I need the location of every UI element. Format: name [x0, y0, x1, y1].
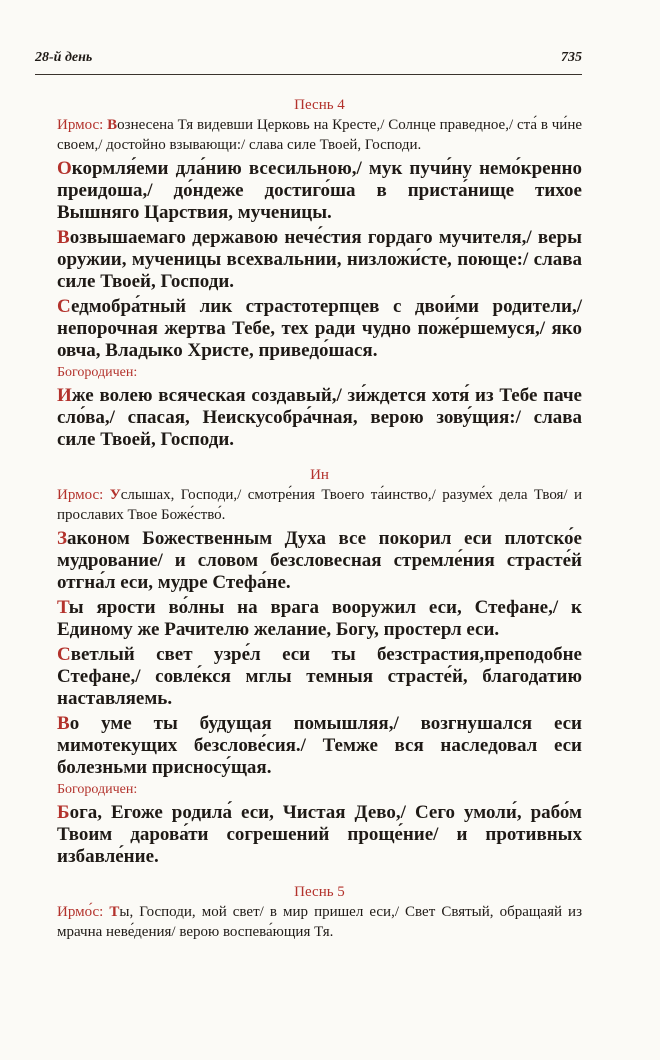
troparion	[57, 597, 582, 641]
troparion	[57, 158, 582, 224]
theotokion-label: Богородичен:	[57, 365, 138, 380]
troparion-text: о уме ты будущая помышляя,/ возгнушался еси мимотекущих безслове́сия./ Темже вся наследовал еси болезньми присносу́щая.	[57, 713, 582, 778]
page-number: 735	[561, 50, 582, 65]
troparion-text: кормля́еми дла́нию всесильною,/ мук пучи́ну немо́кренно преидоша,/ до́ндеже достиго́ша в приста́нище тихое Вышняго Царствия, мученицы.	[57, 158, 582, 223]
drop-initial: С	[57, 644, 71, 665]
drop-initial: Т	[57, 597, 69, 618]
drop-initial: Б	[57, 802, 70, 823]
troparion	[57, 227, 582, 293]
theotokion	[57, 385, 582, 451]
theotokion	[57, 802, 582, 868]
drop-initial: В	[57, 713, 70, 734]
ode-title: Песнь 4	[294, 97, 345, 113]
troparion-text: ветлый свет узре́л еси ты безстрастия,преподобне Стефане,/ совле́кся мглы темныя страсте́й, благодатию наставляемь.	[57, 644, 582, 709]
irmos-label: Ирмос:	[57, 117, 104, 133]
canon-title: Ин	[310, 467, 329, 483]
drop-initial: С	[57, 296, 71, 317]
irmos-label: Ирмос:	[57, 487, 104, 503]
irmos-text: слышах, Господи,/ смотре́ния Твоего та́инство,/ разуме́х дела Твоя/ и прославих Твое Боже́ство́.	[57, 487, 583, 523]
running-header	[35, 50, 582, 70]
drop-initial: У	[109, 487, 121, 503]
ode-title: Песнь 5	[294, 884, 345, 900]
theotokion-text: ога, Егоже родила́ еси, Чистая Дево,/ Сего умоли́, рабо́м Твоим дарова́ти согрешений проще́ние/ и противных избавле́ние.	[57, 802, 582, 867]
troparion-text: аконом Божественным Духа все покорил еси плотско́е мудрование/ и словом безсловесная стремле́ния страсте́й отгна́л еси, мудре Стефа́не.	[57, 528, 582, 593]
drop-initial: З	[57, 528, 68, 549]
troparion	[57, 296, 582, 362]
drop-initial: И	[57, 385, 72, 406]
troparion-text: озвышаемаго державою нече́стия гордаго мучителя,/ веры оружии, мученицы всехвальнии, низложи́сте, поюще:/ слава силе Твоей, Господи.	[57, 227, 582, 292]
page-body	[57, 95, 582, 942]
theotokion-label: Богородичен:	[57, 782, 138, 797]
troparion-text: едмобра́тный лик страстотерпцев с двои́ми родители,/ непорочная жертва Тебе, тех ради чудно поже́ршемуся,/ яко овча, Владыко Христе, приведо́шася.	[57, 296, 582, 361]
theotokion-text: же волею всяческая создавый,/ зи́ждется хотя́ из Тебе паче сло́ва,/ спасая, Неискусобра́чная, верою зову́щия:/ слава силе Твоей, Господи.	[57, 385, 582, 450]
irmos-text: ознесена Тя видевши Церковь на Кресте,/ Солнце праведное,/ ста́ в чи́не своем,/ достойно взывающи:/ слава силе Твоей, Господи.	[57, 117, 583, 153]
troparion-text: ы ярости во́лны на врага вооружил еси, Стефане,/ к Единому же Рачителю желание, Богу, простерл еси.	[57, 597, 582, 640]
irmos	[57, 485, 582, 525]
irmos-text: ы, Господи, мой свет/ в мир пришел еси,/ Свет Святый, обращаяй из мрачна неве́дения/ верою воспева́ющия Тя.	[57, 904, 583, 940]
troparion	[57, 713, 582, 779]
drop-initial: В	[57, 227, 70, 248]
troparion	[57, 528, 582, 594]
drop-initial: О	[57, 158, 72, 179]
drop-initial: В	[107, 117, 118, 133]
drop-initial: Т	[109, 904, 120, 920]
irmos	[57, 115, 582, 155]
irmos-label: Ирмо́с:	[57, 904, 104, 920]
header-rule	[35, 74, 582, 75]
day-heading: 28-й день	[35, 50, 93, 65]
irmos	[57, 902, 582, 942]
troparion	[57, 644, 582, 710]
